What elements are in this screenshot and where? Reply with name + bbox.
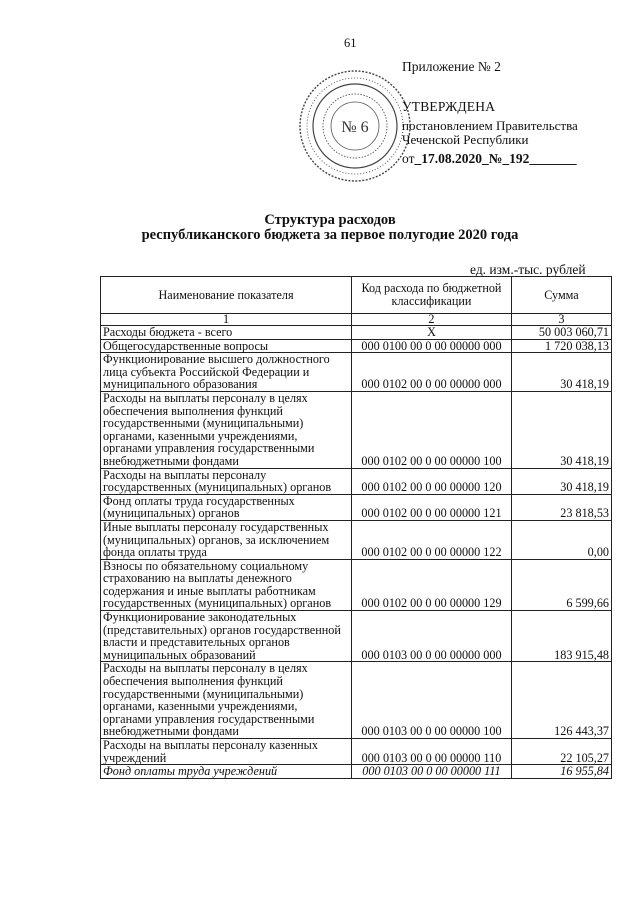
table-row (101, 559, 612, 610)
decree-date-line (402, 151, 577, 167)
row-name: Расходы бюджета - всего (101, 326, 352, 340)
row-sum: 23 818,53 (511, 494, 611, 520)
row-sum: 16 955,84 (511, 765, 611, 779)
header-name: Наименование показателя (101, 277, 352, 314)
row-code: 000 0102 00 0 00 00000 122 (352, 520, 512, 559)
row-sum: 6 599,66 (511, 559, 611, 610)
table-row (101, 765, 612, 779)
row-sum: 22 105,27 (511, 739, 611, 765)
row-sum: 50 003 060,71 (511, 326, 611, 340)
table-row (101, 611, 612, 662)
table-row (101, 326, 612, 340)
title-line-1: Структура расходов (264, 212, 396, 228)
table-row (101, 353, 612, 392)
row-code: 000 0102 00 0 00 00000 100 (352, 391, 512, 468)
row-sum: 183 915,48 (511, 611, 611, 662)
row-name: Расходы на выплаты персоналу казенных учреждений (101, 739, 352, 765)
column-number: 1 (101, 314, 352, 326)
seal-stamp (297, 68, 413, 184)
row-name: Фонд оплаты труда государственных (муниципальных) органов (101, 494, 352, 520)
row-code: 000 0103 00 0 00 00000 100 (352, 662, 512, 739)
table-header-row (101, 277, 612, 314)
seal-number: № 6 (341, 119, 369, 136)
row-sum: 0,00 (511, 520, 611, 559)
column-number-row (101, 314, 612, 326)
table-row (101, 339, 612, 353)
budget-table (100, 276, 612, 779)
page-number: 61 (344, 36, 357, 50)
row-code: 000 0103 00 0 00 00000 111 (352, 765, 512, 779)
number-sign: № (488, 151, 503, 166)
document-title (130, 213, 530, 243)
row-sum: 30 418,19 (511, 391, 611, 468)
table-row (101, 739, 612, 765)
approved-label: УТВЕРЖДЕНА (402, 99, 496, 114)
table-row (101, 662, 612, 739)
table-row (101, 494, 612, 520)
row-sum: 1 720 038,13 (511, 339, 611, 353)
row-name: Расходы на выплаты персоналу в целях обеспечения выполнения функций государственными (муниципальными) органами, казенными учреждениями, органами управления государственными внебюджетными фондами (101, 662, 352, 739)
row-sum: 30 418,19 (511, 353, 611, 392)
row-code: X (352, 326, 512, 340)
row-code: 000 0102 00 0 00 00000 120 (352, 468, 512, 494)
column-number: 2 (352, 314, 512, 326)
appendix-label: Приложение № 2 (402, 59, 501, 74)
column-number: 3 (511, 314, 611, 326)
row-name: Фонд оплаты труда учреждений (101, 765, 352, 779)
table-row (101, 468, 612, 494)
header-code: Код расхода по бюджетной классификации (352, 277, 512, 314)
row-code: 000 0100 00 0 00 00000 000 (352, 339, 512, 353)
table-row (101, 520, 612, 559)
row-code: 000 0103 00 0 00 00000 110 (352, 739, 512, 765)
row-code: 000 0102 00 0 00 00000 129 (352, 559, 512, 610)
decree-date: _17.08.2020_ (414, 151, 489, 166)
row-code: 000 0102 00 0 00 00000 000 (352, 353, 512, 392)
row-name: Расходы на выплаты персоналу государственных (муниципальных) органов (101, 468, 352, 494)
row-name: Иные выплаты персоналу государственных (муниципальных) органов, за исключением фонда оплаты труда (101, 520, 352, 559)
row-code: 000 0102 00 0 00 00000 121 (352, 494, 512, 520)
decree-text: постановлением Правительства Чеченской Республики (402, 118, 578, 147)
title-line-2: республиканского бюджета за первое полугодие 2020 года (141, 227, 519, 243)
date-prefix: от (402, 151, 415, 166)
row-name: Функционирование высшего должностного лица субъекта Российской Федерации и муниципального образования (101, 353, 352, 392)
table-row (101, 391, 612, 468)
row-name: Общегосударственные вопросы (101, 339, 352, 353)
row-sum: 30 418,19 (511, 468, 611, 494)
row-sum: 126 443,37 (511, 662, 611, 739)
table-body (101, 326, 612, 779)
decree-number: _192_______ (502, 151, 577, 166)
row-code: 000 0103 00 0 00 00000 000 (352, 611, 512, 662)
row-name: Расходы на выплаты персоналу в целях обеспечения выполнения функций государственными (муниципальными) органами, казенными учреждениями, органами управления государственными внебюджетными фондами (101, 391, 352, 468)
units-label: ед. изм.-тыс. рублей (470, 262, 586, 277)
row-name: Взносы по обязательному социальному страхованию на выплаты денежного содержания и иные выплаты работникам государственных (муниципальных) органов (101, 559, 352, 610)
header-sum: Сумма (511, 277, 611, 314)
row-name: Функционирование законодательных (представительных) органов государственной власти и представительных органов муниципальных образований (101, 611, 352, 662)
